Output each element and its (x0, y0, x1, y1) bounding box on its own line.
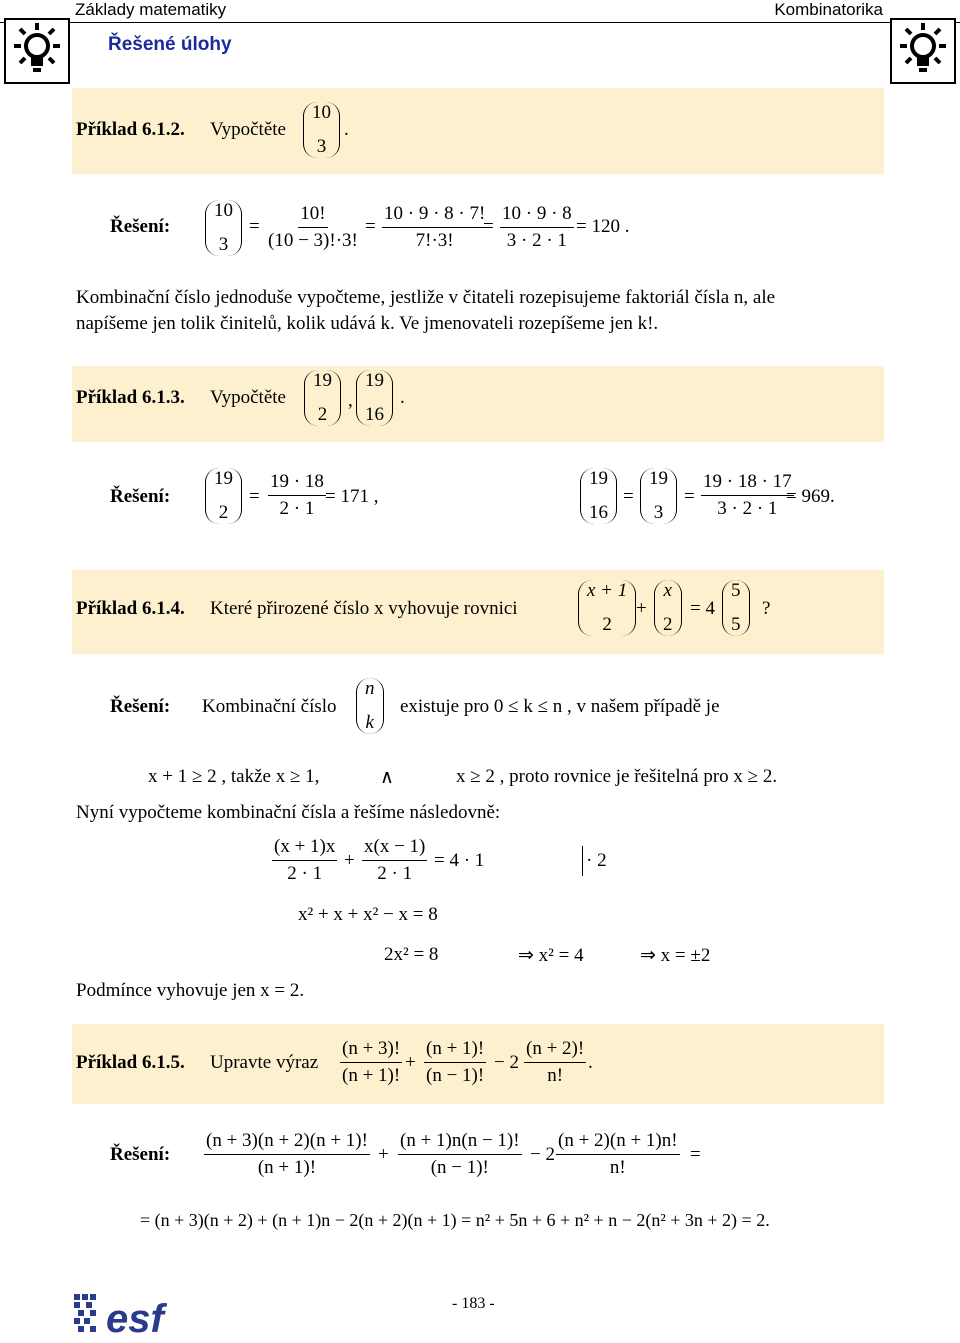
solution-label: Řešení: (110, 216, 171, 237)
fraction (340, 1038, 402, 1087)
example-label: Příklad 6.1.2. (76, 119, 185, 140)
binom-bottom: 2 (218, 502, 229, 523)
fraction (362, 836, 427, 885)
binom-bottom: 3 (316, 136, 327, 157)
denominator: 2 · 1 (279, 498, 315, 519)
condition: x ≥ 2 , proto rovnice je řešitelná pro x ≥ 2. (456, 766, 778, 787)
denominator: (n + 1)! (257, 1157, 317, 1178)
example-label: Příklad 6.1.5. (76, 1052, 185, 1073)
binom-top: n (365, 678, 375, 699)
fraction (701, 471, 794, 520)
equation: 2x² = 8 (384, 944, 439, 965)
fraction (398, 1130, 522, 1179)
punct: . (400, 387, 405, 408)
equation: ⇒ x² = 4 (518, 945, 584, 966)
and-symbol: ∧ (380, 767, 394, 788)
operator: − 2 (530, 1144, 555, 1165)
binomial (304, 370, 341, 426)
binom-bottom: 2 (663, 614, 673, 635)
plus: + (405, 1052, 416, 1073)
solution-label: Řešení: (110, 486, 171, 507)
denominator: (n − 1)! (426, 1065, 485, 1086)
divider (582, 846, 583, 876)
numerator: x(x − 1) (362, 836, 427, 861)
section-title: Řešené úlohy (108, 34, 232, 55)
solution-label: Řešení: (110, 696, 171, 717)
binom-bottom: 5 (731, 614, 741, 635)
example-text: Upravte výraz (210, 1052, 319, 1073)
equals: = (684, 486, 695, 507)
binom-bottom: k (365, 712, 374, 733)
equals: = (690, 1144, 701, 1165)
binom-bottom: 16 (365, 404, 384, 425)
denominator: n! (609, 1157, 626, 1178)
denominator: (10 − 3)!·3! (268, 230, 358, 251)
binom-top: x (663, 580, 672, 601)
header-left: Základy matematiky (75, 0, 227, 19)
equals: = (365, 216, 376, 237)
binom-top: 19 (214, 468, 233, 489)
binom-top: 19 (365, 370, 384, 391)
result: = 969. (786, 486, 835, 507)
conclusion: Podmínce vyhovuje jen x = 2. (76, 980, 305, 1001)
svg-text:esf: esf (106, 1297, 164, 1340)
binom-top: x + 1 (587, 580, 628, 601)
binomial (356, 370, 393, 426)
example-text: Vypočtěte (210, 119, 286, 140)
numerator: 10 · 9 · 8 · 7! (382, 203, 487, 228)
binom-bottom: 3 (218, 234, 229, 255)
equals: = 4 (690, 598, 715, 619)
denominator: 3 · 2 · 1 (506, 230, 567, 251)
fraction (266, 203, 360, 252)
fraction (524, 1038, 586, 1087)
denominator: (n − 1)! (430, 1157, 489, 1178)
equals: = (249, 486, 260, 507)
denominator: (n + 1)! (342, 1065, 401, 1086)
equals: = (483, 216, 494, 237)
binom-bottom: 3 (653, 502, 664, 523)
denominator: 2 · 1 (377, 863, 413, 884)
solution-label: Řešení: (110, 1144, 171, 1165)
numerator: (n + 1)n(n − 1)! (398, 1130, 522, 1155)
numerator: (n + 2)! (524, 1038, 586, 1063)
binom-top: 19 (589, 468, 608, 489)
binomial (205, 468, 242, 524)
denominator: 3 · 2 · 1 (717, 498, 778, 519)
header-rule (0, 22, 960, 23)
example-label: Příklad 6.1.3. (76, 387, 185, 408)
numerator: 19 · 18 (268, 471, 326, 496)
plus: + (378, 1144, 389, 1165)
binom-bottom: 16 (589, 502, 608, 523)
result: = 171 , (325, 486, 379, 507)
denominator: 2 · 1 (287, 863, 323, 884)
paragraph-line: Nyní vypočteme kombinační čísla a řešíme následovně: (76, 802, 501, 823)
binom-top: 19 (649, 468, 668, 489)
numerator: 10 · 9 · 8 (500, 203, 574, 228)
example-text: Vypočtěte (210, 387, 286, 408)
example-box (72, 366, 884, 442)
equation-line: x² + x + x² − x = 8 (298, 904, 438, 925)
denominator: n! (547, 1065, 564, 1086)
text: Kombinační číslo (202, 696, 337, 717)
numerator: (n + 3)! (340, 1038, 402, 1063)
binomial (205, 200, 242, 256)
plus: + (344, 850, 355, 871)
header-right: Kombinatorika (774, 0, 883, 19)
final-line: = (n + 3)(n + 2) + (n + 1)n − 2(n + 2)(n + 1) = n² + 5n + 6 + n² + n − 2(n² + 3n + 2) = 2. (140, 1210, 770, 1230)
result: = 120 . (576, 216, 630, 237)
comma: , (348, 390, 353, 411)
binomial (654, 580, 682, 636)
binom-bottom: 2 (317, 404, 328, 425)
numerator: 19 · 18 · 17 (701, 471, 794, 496)
fraction (424, 1038, 486, 1087)
numerator: (n + 3)(n + 2)(n + 1)! (204, 1130, 370, 1155)
operator: − 2 (494, 1052, 519, 1073)
binom-top: 5 (731, 580, 741, 601)
equals: = (623, 486, 634, 507)
condition: x + 1 ≥ 2 , takže x ≥ 1, (148, 766, 320, 787)
rhs: = 4 · 1 (434, 850, 485, 871)
fraction (500, 203, 574, 252)
punct: . (588, 1052, 593, 1073)
multiplier: · 2 (586, 850, 607, 871)
fraction (204, 1130, 370, 1179)
text: existuje pro 0 ≤ k ≤ n , v našem případě je (400, 696, 720, 717)
fraction (272, 836, 337, 885)
example-box (72, 88, 884, 174)
fraction (268, 471, 326, 520)
fraction (382, 203, 487, 252)
numerator: (x + 1)x (272, 836, 337, 861)
binom-top: 10 (214, 200, 233, 221)
paragraph-line: Kombinační číslo jednoduše vypočteme, jestliže v čitateli rozepisujeme faktoriál čísla n, ale (76, 287, 776, 308)
binomial (356, 678, 384, 734)
page-number: - 183 - (452, 1295, 495, 1312)
binom-top: 10 (312, 102, 331, 123)
binom-top: 19 (313, 370, 332, 391)
example-label: Příklad 6.1.4. (76, 598, 185, 619)
punct: ? (762, 598, 771, 619)
fraction (556, 1130, 680, 1179)
punct: . (344, 119, 349, 140)
equation: ⇒ x = ±2 (640, 945, 711, 966)
numerator: 10! (298, 203, 327, 228)
denominator: 7!·3! (415, 230, 454, 251)
lightbulb-icon (4, 18, 70, 84)
equals: = (249, 216, 260, 237)
binomial (578, 580, 636, 636)
paragraph-line: napíšeme jen tolik činitelů, kolik udává k. Ve jmenovateli rozepíšeme jen k!. (76, 313, 659, 334)
numerator: (n + 1)! (424, 1038, 486, 1063)
binom-bottom: 2 (602, 614, 612, 635)
example-text: Které přirozené číslo x vyhovuje rovnici (210, 598, 518, 619)
binomial (303, 102, 340, 158)
binomial (722, 580, 750, 636)
page-header (0, 0, 960, 22)
binomial (640, 468, 677, 524)
binomial (580, 468, 617, 524)
esf-logo (72, 1290, 202, 1340)
plus: + (636, 598, 647, 619)
numerator: (n + 2)(n + 1)n! (556, 1130, 680, 1155)
lightbulb-icon (890, 18, 956, 84)
